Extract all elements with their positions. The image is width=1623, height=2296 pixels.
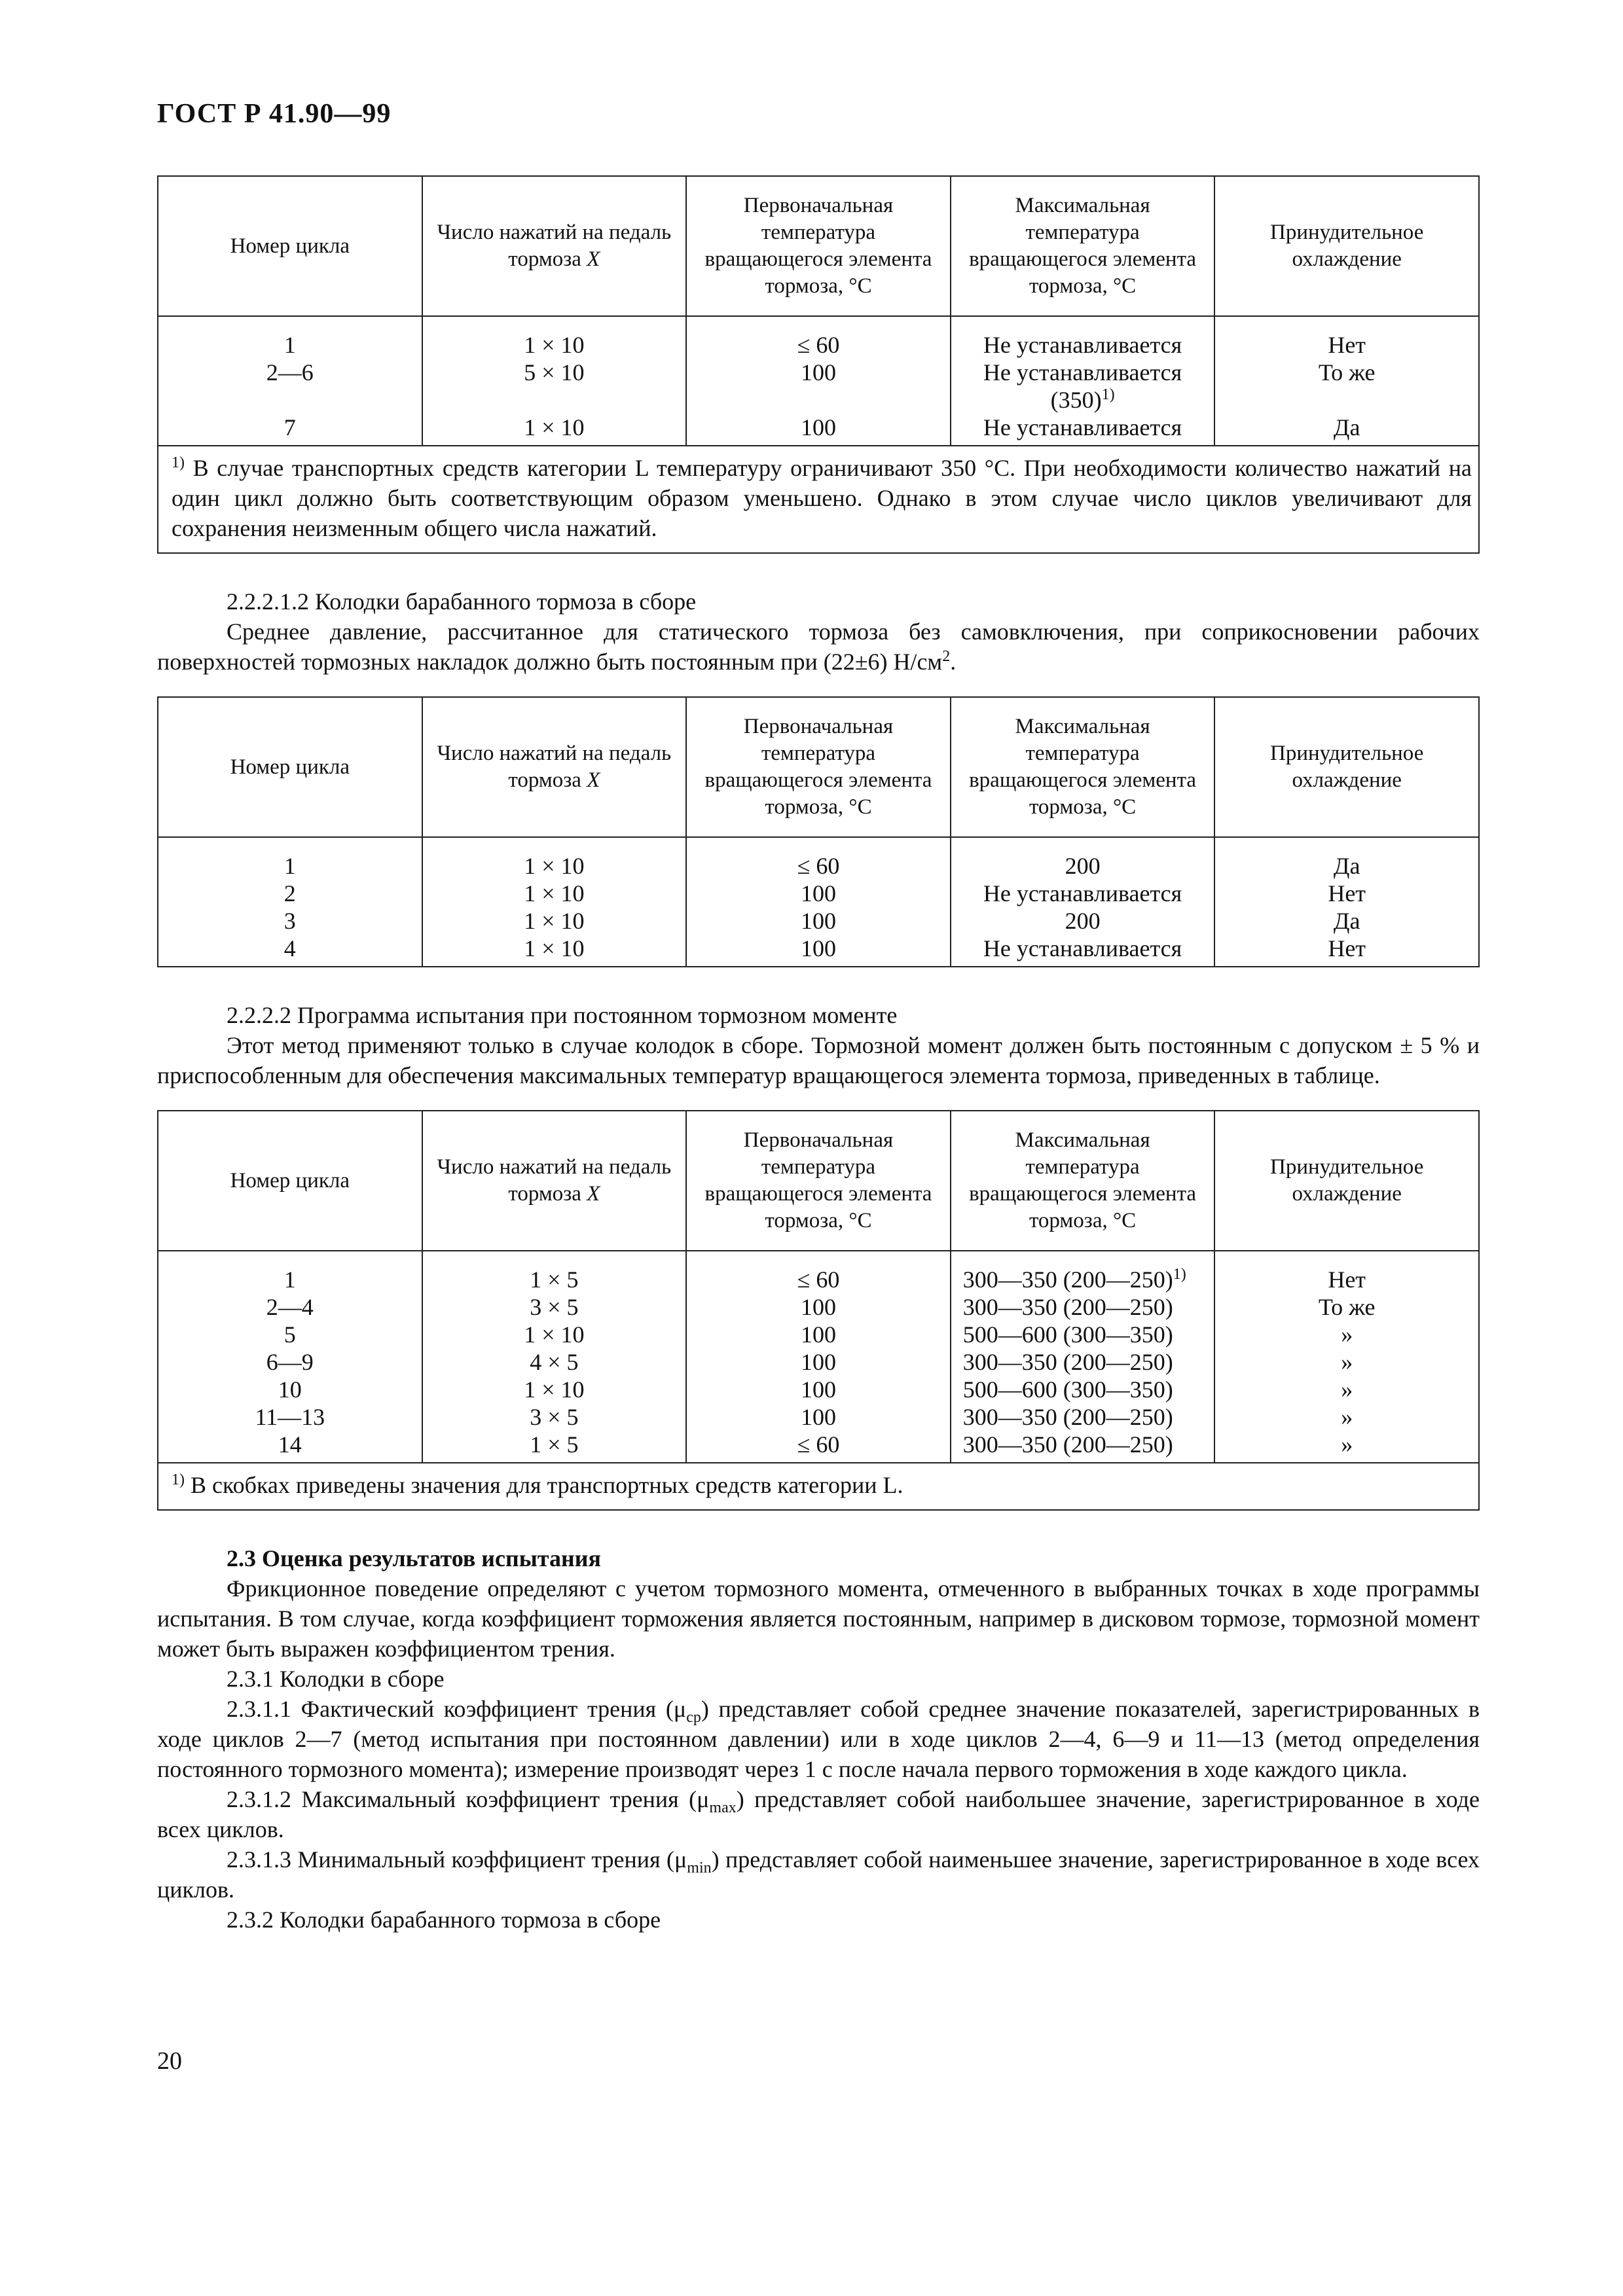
col-init-temp: ≤ 60 100 100 100 100 100 ≤ 60 xyxy=(686,1251,951,1463)
table-footnote-row xyxy=(158,446,1479,553)
footnote-ref: 1) xyxy=(1101,386,1115,403)
col-presses: 1 × 10 5 × 10 1 × 10 xyxy=(422,316,687,446)
col-cooling: Да Нет Да Нет xyxy=(1214,837,1479,967)
header-cycle: Номер цикла xyxy=(158,697,422,837)
paragraph-2-3-1-3: 2.3.1.3 Минимальный коэффициент трения $(\mu_{min})$ представляет собой наименьшее значение, зарегистрированное в ходе всех циклов. xyxy=(157,1846,1480,1903)
col-init-temp: ≤ 60 100 100 xyxy=(686,316,951,446)
table-header-row xyxy=(158,176,1479,316)
col-presses: 1 × 5 3 × 5 1 × 10 4 × 5 1 × 10 3 × 5 1 × 5 xyxy=(422,1251,687,1463)
paragraph-2-3: Фрикционное поведение определяют с учетом тормозного момента, отмеченного в выбранных точках в ходе программы испытания. В том случае, когда коэффициент торможения является постоянным, например в дисковом тормозе, тормозной момент может быть выражен коэффициентом трения. xyxy=(157,1575,1480,1662)
section-heading-2-3-2: 2.3.2 Колодки барабанного тормоза в сборе xyxy=(227,1907,661,1933)
section-heading-2-2-2-1-2: 2.2.2.1.2 Колодки барабанного тормоза в сборе xyxy=(227,588,697,615)
header-cooling: Принудительное охлаждение xyxy=(1214,697,1479,837)
table-footnote: $^{1)}$ В случае транспортных средств категории L температуру ограничивают 350 °С. При необходимости количество нажатий на один цикл должно быть соответствующим образом уменьшено. Однако в этом случае число циклов увеличивают для сохранения неизменным общего числа нажатий. xyxy=(158,446,1479,553)
col-cycle: 1 2—6 7 xyxy=(158,316,422,446)
col-cycle: 1 2—4 5 6—9 10 11—13 14 xyxy=(158,1251,422,1463)
col-cycle: 1 2 3 4 xyxy=(158,837,422,967)
col-init-temp: ≤ 60 100 100 100 xyxy=(686,837,951,967)
section-heading-2-3-1: 2.3.1 Колодки в сборе xyxy=(227,1666,445,1692)
header-max-temp: Максимальная температура вращающегося элемента тормоза, °С xyxy=(951,1111,1215,1251)
section-heading-2-3: 2.3 Оценка результатов испытания xyxy=(227,1545,601,1571)
header-cycle: Номер цикла xyxy=(158,1111,422,1251)
header-cooling: Принудительное охлаждение xyxy=(1214,1111,1479,1251)
header-presses: Число нажатий на педаль тормоза X xyxy=(422,697,687,837)
table-body-row xyxy=(158,316,1479,446)
table-body-row xyxy=(158,1251,1479,1463)
document-code: ГОСТ Р 41.90—99 xyxy=(157,99,392,129)
col-cooling: Нет То же » » » » » xyxy=(1214,1251,1479,1463)
header-init-temp: Первоначальная температура вращающегося элемента тормоза, °С xyxy=(686,697,951,837)
col-cooling: Нет То же Да xyxy=(1214,316,1479,446)
header-cycle: Номер цикла xyxy=(158,176,422,316)
header-init-temp: Первоначальная температура вращающегося элемента тормоза, °С xyxy=(686,1111,951,1251)
table-footnote-row xyxy=(158,1463,1479,1510)
table-footnote: $^{1)}$ В скобках приведены значения для транспортных средств категории L. xyxy=(158,1463,1479,1510)
header-max-temp: Максимальная температура вращающегося элемента тормоза, °С xyxy=(951,176,1215,316)
paragraph-2-2-2-1-2: Среднее давление, рассчитанное для статического тормоза без самовключения, при соприкосновении рабочих поверхностей тормозных накладок должно быть постоянным при (22±6) $Н/см^2$. xyxy=(157,619,1480,675)
paragraph-2-3-1-1: 2.3.1.1 Фактический коэффициент трения $(\mu_{ср})$ представляет собой среднее значение показателей, зарегистрированных в ходе циклов 2—7 (метод испытания при постоянном давлении) или в ходе циклов 2—4, 6—9 и 11—13 (метод определения постоянного тормозного момента); измерение производят через 1 с после начала первого торможения в ходе каждого цикла. xyxy=(157,1696,1480,1782)
paragraph-2-3-1-2: 2.3.1.2 Максимальный коэффициент трения $(\mu_{max})$ представляет собой наибольшее значение, зарегистрированное в ходе всех циклов. xyxy=(157,1786,1480,1842)
header-cooling: Принудительное охлаждение xyxy=(1214,176,1479,316)
paragraph-2-2-2-2: Этот метод применяют только в случае колодок в сборе. Тормозной момент должен быть постоянным с допуском ± 5 % и приспособленным для обеспечения максимальных температур вращающегося элемента тормоза, приведенных в таблице. xyxy=(157,1032,1480,1088)
table-constant-torque xyxy=(157,1110,1480,1511)
table-drum-brake xyxy=(157,696,1480,967)
table-body-row xyxy=(158,837,1479,967)
header-max-temp: Максимальная температура вращающегося элемента тормоза, °С xyxy=(951,697,1215,837)
col-max-temp: Не устанавливается Не устанавливается $(350)^{1)}$ Не устанавливается xyxy=(951,316,1215,446)
header-init-temp: Первоначальная температура вращающегося элемента тормоза, °С xyxy=(686,176,951,316)
table-header-row xyxy=(158,697,1479,837)
page-number: 20 xyxy=(157,2047,182,2075)
col-presses: 1 × 10 1 × 10 1 × 10 1 × 10 xyxy=(422,837,687,967)
col-max-temp: 300—350 (200—250)$^{1)}$ 300—350 (200—250) 500—600 (300—350) 300—350 (200—250) 500—600 (300—350) 300—350 (200—250) 300—350 (200—250) xyxy=(951,1251,1215,1463)
section-heading-2-2-2-2: 2.2.2.2 Программа испытания при постоянном тормозном моменте xyxy=(227,1002,898,1028)
header-presses: Число нажатий на педаль тормоза X xyxy=(422,176,687,316)
table-header-row xyxy=(158,1111,1479,1251)
col-max-temp: 200 Не устанавливается 200 Не устанавливается xyxy=(951,837,1215,967)
document-page xyxy=(157,98,1480,1935)
header-presses: Число нажатий на педаль тормоза X xyxy=(422,1111,687,1251)
footnote-ref: 1) xyxy=(1173,1266,1186,1283)
table-constant-pressure xyxy=(157,175,1480,554)
